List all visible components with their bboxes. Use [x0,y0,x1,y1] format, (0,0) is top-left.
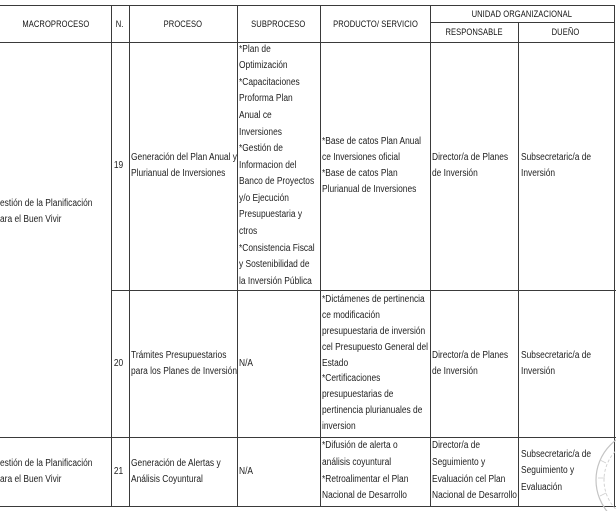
header-unidad-organizacional [430,5,614,22]
header-label: UNIDAD ORGANIZACIONAL [471,8,573,19]
cell-text: Director/a de Planes de Inversión [432,152,509,179]
row-21-producto-servicio [322,437,430,506]
seal-stamp-icon [560,420,616,511]
header-producto-servicio [320,5,430,42]
cell-text: *Difusión de alerta o análisis coyuntural *Retroalimentar el Plan Nacional de Desarrollo [322,440,409,502]
cell-text: 21 [114,465,124,477]
header-label: N. [116,18,124,29]
cell-text: *Dictámenes de pertinencia ce modificación presupuestaria de inversión cel Presupuesto General del Estado *Certificaciones presupuestarias de pertinencia plurianuales de inversion [322,294,428,432]
row-21-macroproceso [0,437,111,506]
row-19-subproceso [239,42,320,290]
row-21-responsable [432,437,518,506]
row-19-dueno [521,42,614,290]
cell-text: Generación de Alertas y Análisis Coyuntural [131,457,221,485]
row-20-producto-servicio [322,290,430,437]
column-divider [430,5,431,506]
header-proceso [129,5,237,42]
row-20-numero [111,290,127,437]
cell-text: N/A [239,357,254,369]
column-divider [129,5,130,506]
cell-text: Subsecretaric/a de Seguimiento y Evaluación [521,448,592,493]
row-19-producto-servicio [322,42,430,290]
cell-text: N/A [239,465,254,477]
header-numero [111,5,129,42]
header-label: PROCESO [163,18,203,29]
cell-text: *Base de catos Plan Anual ce Inversiones oficial *Base de catos Plan Plurianual de Inversiones [322,136,422,195]
row-21-numero [111,437,127,506]
cell-text: Trámites Presupuestarios para los Planes de Inversión [131,349,237,377]
cell-text: Generación del Plan Anual y Plurianual de Inversiones [131,152,238,179]
column-divider [237,5,238,506]
row-19-macroproceso [0,196,111,228]
row-20-subproceso [239,290,320,437]
header-label: MACROPROCESO [22,18,89,29]
header-label: RESPONSABLE [445,27,503,37]
row-19-proceso [131,42,237,290]
cell-text: estión de la Planificación ara el Buen Vivir [0,198,93,225]
header-responsable [430,22,518,42]
row-19-responsable [432,42,518,290]
column-divider [320,5,321,506]
cell-text: Director/a de Planes de Inversión [432,349,509,377]
cell-text: Subsecretaric/a de Inversión [521,349,592,377]
cell-text: 20 [114,357,124,369]
header-label: DUEÑO [552,27,580,37]
header-macroproceso [0,5,111,42]
header-label: SUBPROCESO [251,18,306,29]
row-20-responsable [432,290,518,437]
row-20-proceso [131,290,237,437]
row-21-proceso [131,437,237,506]
row-21-subproceso [239,437,320,506]
column-divider [518,22,519,506]
cell-text: 19 [114,160,124,171]
cell-text: Subsecretaric/a de Inversión [521,152,592,179]
header-label: PRODUCTO/ SERVICIO [332,18,418,29]
row-20-dueno [521,290,614,437]
cell-text: estión de la Planificación ara el Buen Vivir [0,457,93,485]
header-dueno [518,22,614,42]
header-subproceso [237,5,320,42]
row-19-numero [111,42,127,290]
cell-text: *Plan de Optimización *Capacitaciones Proforma Plan Anual ce Inversiones *Gestión de Informacion del Banco de Proyectos y/o Ejecución Presupuestaria y ctros *Consistencia Fiscal y Sostenibilidad de la Inversión Pública [239,43,315,287]
cell-text: Director/a de Seguimiento y Evaluación cel Plan Nacional de Desarrollo [432,440,517,502]
table-border-bottom [0,506,616,507]
